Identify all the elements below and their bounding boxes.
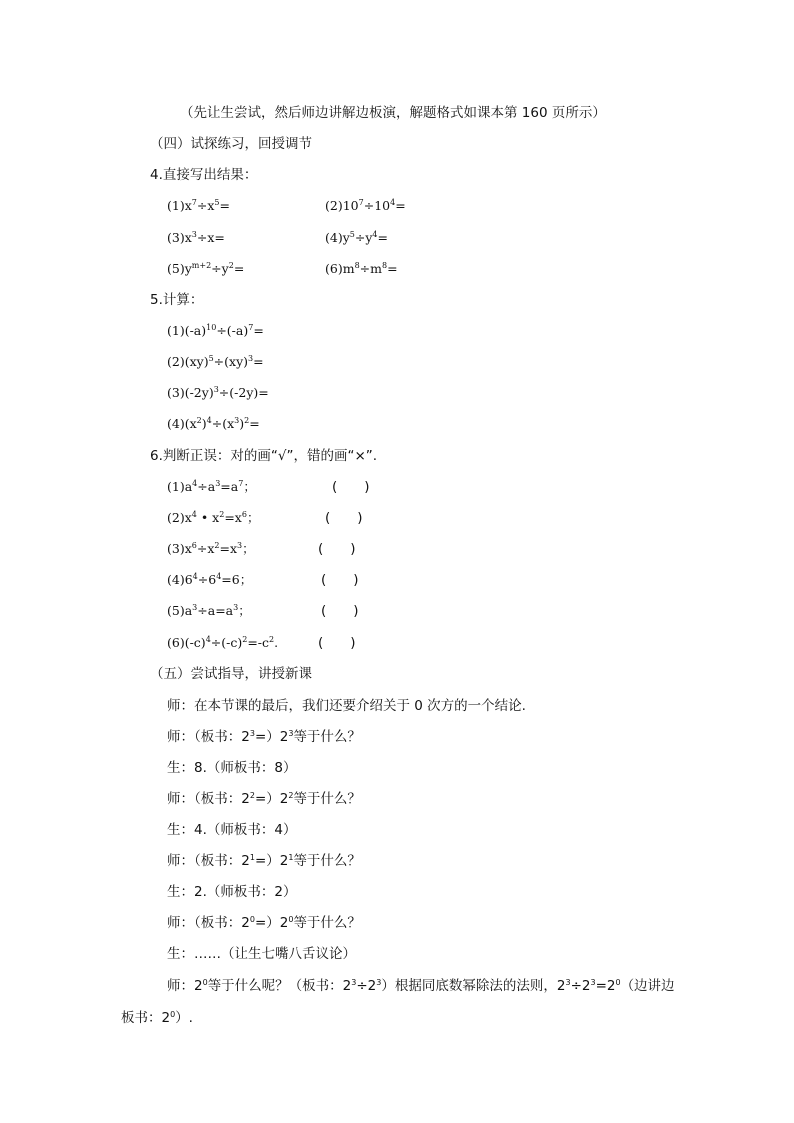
- q5-item-2: (2)(xy)$^5$÷(xy)$^3$=: [167, 354, 264, 369]
- q6-answer-box-6: ( ): [318, 635, 356, 651]
- q6-answer-box-4: ( ): [321, 572, 359, 588]
- dialogue-line-6: 师：（板书：$2^1=)2^1$等于什么？: [167, 853, 361, 869]
- q6-item-3: $(3)x^6\div x^2=x^3$；: [167, 541, 255, 556]
- dialogue-line-7: 生：2.（师板书：2）: [167, 884, 297, 900]
- q4-item-1: $(1)x^7\div x^5=$: [167, 198, 230, 213]
- q6-item-5: $(5)a^3\div a=a^3$；: [167, 603, 251, 618]
- dialogue-line-9: 生：……（让生七嘴八舌议论）: [167, 946, 356, 962]
- q5-item-3: $(3)(-2y)^3\div(-2y)=$: [167, 385, 269, 400]
- q4-item-2: $(2)10^7\div 10^4=$: [325, 198, 406, 213]
- intro-note: （先让生尝试，然后师边讲解边板演，解题格式如课本第 160 页所示）: [180, 105, 606, 121]
- q4-title: 4.直接写出结果：: [150, 167, 258, 183]
- q5-item-4: $(4)(x^2)^4\div(x^3)^2=$: [167, 416, 260, 431]
- dialogue-line-4: 师：（板书：$2^2=)2^2$等于什么？: [167, 791, 361, 807]
- dialogue-line-3: 生：8.（师板书：8）: [167, 760, 297, 776]
- q4-item-4: $(4)y^5\div y^4=$: [325, 230, 388, 245]
- section-4-title: （四）试探练习，回授调节: [150, 136, 312, 152]
- dialogue-line-11: 板书：$2^0$）.: [121, 1010, 193, 1026]
- q6-answer-box-3: ( ): [318, 541, 356, 557]
- dialogue-line-5: 生：4.（师板书：4）: [167, 822, 297, 838]
- q6-answer-box-2: ( ): [325, 510, 363, 526]
- dialogue-line-2: 师：（板书：$2^3=)2^3$等于什么？: [167, 729, 361, 745]
- q4-item-5: $(5)y^{m+2}\div y^2=$: [167, 261, 245, 276]
- q6-title: 6.判断正误：对的画“√”，错的画“×”.: [150, 448, 378, 464]
- dialogue-line-10: 师：$2^0$等于什么呢？（板书：$2^3\div 2^3$）根据同底数幂除法的法则，$2^3\div 2^3=2^0$（边讲边: [167, 978, 675, 994]
- q6-item-6: $(6)(-c)^4\div(-c)^2=-c^2$.: [167, 635, 279, 650]
- q6-item-4: $(4)6^4\div 6^4=6$；: [167, 572, 253, 587]
- q6-answer-box-1: ( ): [332, 479, 370, 495]
- q5-title: 5.计算：: [150, 292, 204, 308]
- q4-item-3: $(3)x^3\div x=$: [167, 230, 225, 245]
- q6-answer-box-5: ( ): [321, 603, 359, 619]
- q4-item-6: $(6)m^8\div m^8=$: [325, 261, 398, 276]
- dialogue-line-8: 师：（板书：$2^0=)2^0$等于什么？: [167, 915, 361, 931]
- q6-item-1: $(1)a^4\div a^3=a^7$；: [167, 479, 256, 494]
- dialogue-line-1: 师：在本节课的最后，我们还要介绍关于 0 次方的一个结论.: [167, 698, 526, 714]
- q6-item-2: $(2)x^4$ • $x^2=x^6$；: [167, 510, 260, 525]
- q5-item-1: $(1)(-a)^{10}\div(-a)^7=$: [167, 323, 264, 338]
- section-5-title: （五）尝试指导，讲授新课: [150, 666, 312, 682]
